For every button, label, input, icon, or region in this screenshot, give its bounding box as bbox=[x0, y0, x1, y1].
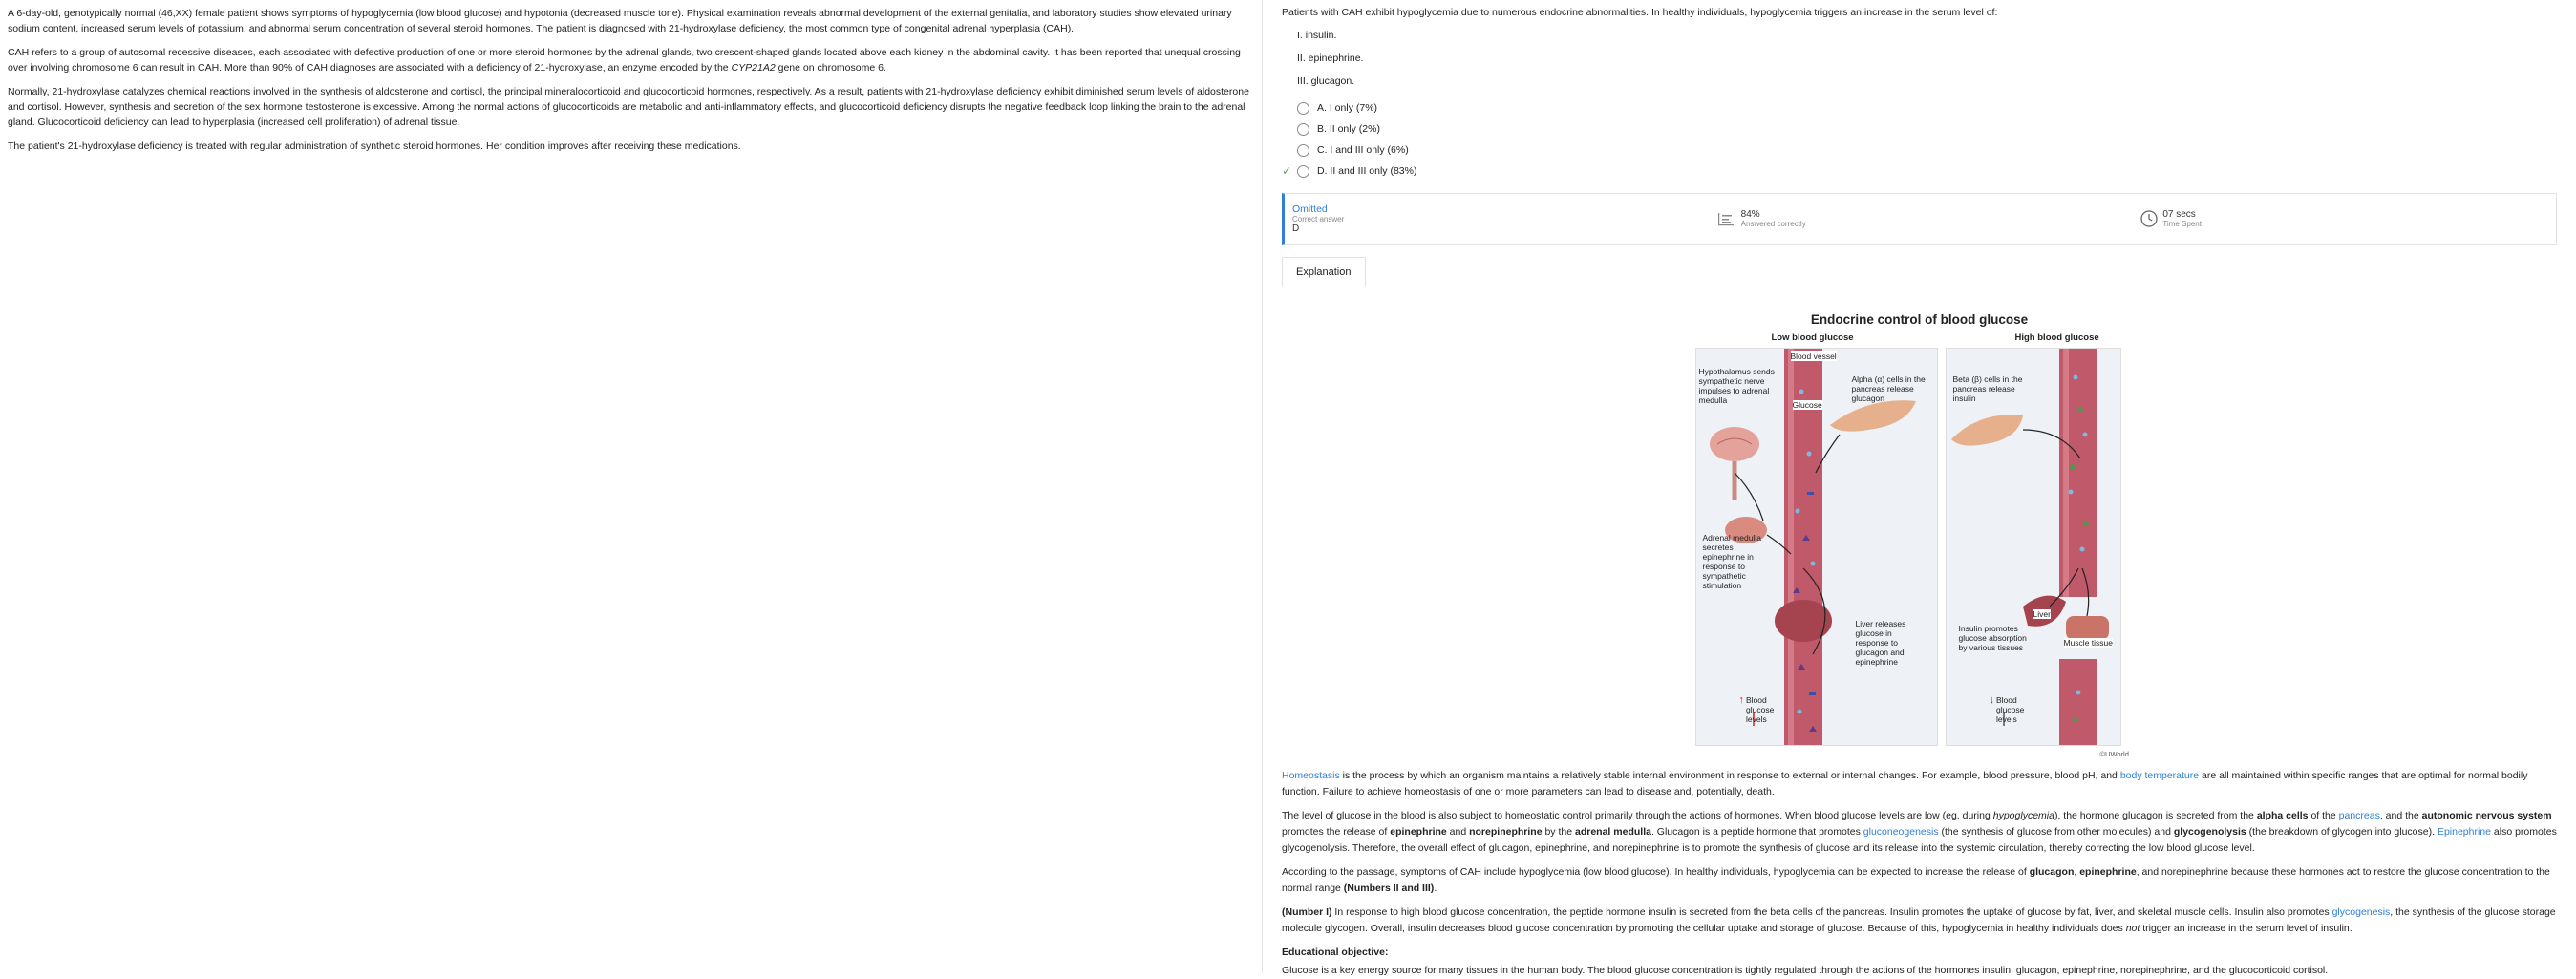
text: (Numbers II and III) bbox=[1343, 883, 1435, 894]
low-glucose-heading: Low blood glucose bbox=[1771, 332, 1854, 343]
copyright: ©UWorld bbox=[2099, 750, 2129, 758]
explanation-paragraph-3 bbox=[1282, 864, 2557, 897]
figure-title: Endocrine control of blood glucose bbox=[1810, 312, 2029, 327]
alpha-cells-caption: Alpha (α) cells in the pancreas release glucagon bbox=[1851, 374, 1926, 403]
answer-choices bbox=[1282, 97, 2557, 181]
passage-text: CAH refers to a group of autosomal recessive diseases, each associated with defective production of one or more steroid hormones by the adrenal glands, two crescent-shaped glands located above each kidney in the abdominal cavity. It has been reported that unequal crossing over involving chromosome 6 can result in CAH. More than 90% of CAH diagnoses are associated with a deficiency of 21-hydroxylase, an enzyme encoded by the bbox=[8, 47, 1241, 74]
text: norepinephrine bbox=[1469, 826, 1543, 838]
explanation-paragraph-1 bbox=[1282, 768, 2557, 800]
adrenal-medulla-caption: Adrenal medulla secretes epinephrine in response to sympathetic stimulation bbox=[1702, 533, 1761, 590]
blood-vessel-label: Blood vessel bbox=[1790, 351, 1837, 361]
choice-letter: C. bbox=[1317, 144, 1328, 156]
choice-text: II and III only bbox=[1330, 165, 1388, 177]
gene-name: CYP21A2 bbox=[731, 62, 776, 74]
passage-paragraph-4: The patient's 21-hydroxylase deficiency is treated with regular administration of synthetic steroid hormones. Her condition improves after receiving these medications. bbox=[8, 140, 741, 152]
passage-text: gene on chromosome 6. bbox=[775, 62, 886, 74]
high-blood-glucose-caption bbox=[1990, 695, 2035, 724]
clock-icon bbox=[2140, 209, 2159, 228]
text: not bbox=[2125, 923, 2140, 934]
passage-paragraph-2 bbox=[8, 45, 1254, 75]
percent-stat bbox=[1709, 209, 2133, 228]
bar-chart-icon bbox=[1716, 210, 1735, 227]
text: According to the passage, symptoms of CAH include hypoglycemia (low blood glucose). In healthy individuals, hypoglycemia can be expected to increase the release of bbox=[1282, 866, 2030, 878]
roman-item-2: II. epinephrine. bbox=[1297, 53, 1364, 64]
text: epinephrine bbox=[2079, 866, 2137, 878]
insulin-promotes-caption: Insulin promotes glucose absorption by various tissues bbox=[1958, 624, 2027, 652]
choice-letter: D. bbox=[1317, 165, 1328, 177]
radio-button[interactable] bbox=[1297, 102, 1309, 115]
text: glycogenolysis bbox=[2173, 826, 2246, 838]
text: also promotes glycogenolysis. Therefore, the overall effect of glucagon, epinephrine, and norepinephrine is to promote the synthesis of glucose and its release into the systemic circulation, thereby correcting the low blood glucose level. bbox=[1282, 826, 2557, 854]
explanation-text bbox=[1282, 768, 2557, 979]
glycogenesis-link[interactable]: glycogenesis bbox=[2331, 906, 2391, 918]
homeostasis-link[interactable]: Homeostasis bbox=[1282, 770, 1340, 781]
passage-paragraph-3: Normally, 21-hydroxylase catalyzes chemical reactions involved in the synthesis of aldosterone and cortisol, the principal mineralocorticoid and glucocorticoid hormones, respectively. As a result, patients with 21-hydroxylase deficiency exhibit diminished serum levels of aldosterone and cortisol. However, synthesis and secretion of the sex hormone testosterone is excessive. Among the normal actions of glucocorticoids are metabolic and anti-inflammatory effects, and glucocorticoid deficiency disrupts the negative feedback loop linking the brain to the adrenal gland. Glucocorticoid deficiency can lead to hyperplasia (increased cell proliferation) of adrenal tissue. bbox=[8, 86, 1249, 128]
question-stem: Patients with CAH exhibit hypoglycemia due to numerous endocrine abnormalities. In healthy individuals, hypoglycemia triggers an increase in the serum level of: bbox=[1282, 7, 1998, 18]
choice-percent: (7%) bbox=[1355, 102, 1378, 114]
text: ), the hormone glucagon is secreted from the bbox=[2054, 810, 2257, 821]
correct-answer-value: D bbox=[1292, 223, 1300, 234]
choice-text: I and III only bbox=[1330, 144, 1385, 156]
gluconeogenesis-link[interactable]: gluconeogenesis bbox=[1863, 826, 1939, 838]
text: glucagon bbox=[2029, 866, 2075, 878]
explanation-paragraph-2 bbox=[1282, 808, 2557, 857]
pancreas-link[interactable]: pancreas bbox=[2338, 810, 2380, 821]
radio-button[interactable] bbox=[1297, 123, 1309, 136]
choice-d[interactable] bbox=[1282, 160, 2557, 181]
text: adrenal medulla bbox=[1575, 826, 1651, 838]
text: epinephrine bbox=[1390, 826, 1447, 838]
choice-text: I only bbox=[1329, 102, 1353, 114]
text: , and norepinephrine because these hormones act to restore the glucose concentration to the normal range bbox=[1282, 866, 2550, 894]
choice-percent: (83%) bbox=[1390, 165, 1417, 177]
text: (the breakdown of glycogen into glucose). bbox=[2246, 826, 2438, 838]
passage-paragraph-1: A 6-day-old, genotypically normal (46,XX) female patient shows symptoms of hypoglycemia (low blood glucose) and hypotonia (decreased muscle tone). Physical examination reveals abnormal development of the external genitalia, and laboratory studies show elevated urinary sodium content, increased serum levels of potassium, and abnormal serum concentration of several steroid hormones. The patient is diagnosed with 21-hydroxylase deficiency, the most common type of congenital adrenal hyperplasia (CAH). bbox=[8, 8, 1232, 34]
checkmark-icon: ✓ bbox=[1282, 164, 1292, 178]
educational-objective-heading: Educational objective: bbox=[1282, 947, 1389, 958]
time-label: Time Spent bbox=[2162, 220, 2202, 228]
glucose-label: Glucose bbox=[1792, 400, 1822, 410]
choice-letter: A. bbox=[1317, 102, 1327, 114]
percent-value: 84% bbox=[1740, 209, 1760, 220]
question-pane bbox=[1263, 0, 2576, 976]
text: , and the bbox=[2379, 810, 2422, 821]
hypothalamus-caption: Hypothalamus sends sympathetic nerve impulses to adrenal medulla bbox=[1698, 367, 1775, 405]
up-arrow-icon: ↑ bbox=[1738, 694, 1744, 706]
blood-glucose-text: Blood glucose levels bbox=[1996, 695, 2025, 724]
choice-a[interactable] bbox=[1282, 97, 2557, 118]
body-temperature-link[interactable]: body temperature bbox=[2119, 770, 2200, 781]
text: (the synthesis of glucose from other molecules) and bbox=[1938, 826, 2174, 838]
text: by the bbox=[1542, 826, 1575, 838]
text: trigger an increase in the serum level of insulin. bbox=[2140, 923, 2352, 934]
choice-percent: (6%) bbox=[1387, 144, 1409, 156]
text: autonomic nervous system bbox=[2421, 810, 2552, 821]
choice-percent: (2%) bbox=[1358, 123, 1380, 135]
explanation-tabs bbox=[1282, 258, 2557, 287]
tab-explanation[interactable]: Explanation bbox=[1282, 257, 1366, 287]
choice-b[interactable] bbox=[1282, 118, 2557, 139]
epinephrine-link[interactable]: Epinephrine bbox=[2437, 826, 2491, 838]
educational-objective-text: Glucose is a key energy source for many tissues in the human body. The blood glucose concentration is tightly regulated through the actions of the hormones insulin, glucagon, epinephrine, norepinephrine, and the glucocorticoid cortisol. bbox=[1282, 965, 2329, 976]
liver-releases-caption: Liver releases glucose in response to glucagon and epinephrine bbox=[1855, 619, 1906, 667]
text: , bbox=[2074, 866, 2080, 878]
text: are all maintained within specific ranges that are optimal for normal bodily function. Failure to achieve homeostasis of one or more parameters can lead to disease and, potentially, death. bbox=[1282, 770, 2528, 798]
status-stat bbox=[1285, 203, 1709, 234]
text: . bbox=[1434, 883, 1437, 894]
text: is the process by which an organism maintains a relatively stable internal environment in response to external or internal changes. For example, blood pressure, blood pH, and bbox=[1339, 770, 2120, 781]
percent-label: Answered correctly bbox=[1740, 220, 1806, 228]
text: alpha cells bbox=[2256, 810, 2309, 821]
high-glucose-heading: High blood glucose bbox=[2014, 332, 2099, 343]
radio-button[interactable] bbox=[1297, 165, 1309, 178]
passage-pane bbox=[0, 0, 1263, 973]
high-glucose-panel bbox=[1946, 348, 2121, 746]
blood-glucose-text: Blood glucose levels bbox=[1746, 695, 1775, 724]
answer-stats-bar bbox=[1282, 193, 2557, 245]
correct-answer-label: Correct answer bbox=[1292, 215, 1345, 223]
muscle-tissue-label: Muscle tissue bbox=[2063, 638, 2113, 648]
explanation-paragraph-4 bbox=[1282, 905, 2557, 937]
text: . Glucagon is a peptide hormone that promotes bbox=[1650, 826, 1863, 838]
text: and bbox=[1446, 826, 1470, 838]
beta-cells-caption: Beta (β) cells in the pancreas release insulin bbox=[1952, 374, 2023, 403]
down-arrow-icon: ↓ bbox=[1989, 694, 1994, 706]
text: , the synthesis of the glucose storage molecule glycogen. Overall, insulin decreases blood glucose concentration by promoting the cellular uptake and storage of glucose. Because of this, hypoglycemia in healthy individuals does bbox=[1282, 906, 2556, 934]
text: hypoglycemia bbox=[1992, 810, 2054, 821]
choice-text: II only bbox=[1329, 123, 1356, 135]
text: promotes the release of bbox=[1282, 826, 1391, 838]
status-label: Omitted bbox=[1292, 203, 1328, 215]
roman-item-1: I. insulin. bbox=[1297, 30, 1337, 41]
choice-c[interactable] bbox=[1282, 139, 2557, 160]
roman-item-3: III. glucagon. bbox=[1297, 75, 1355, 87]
text: (Number I) bbox=[1282, 906, 1332, 918]
text: In response to high blood glucose concentration, the peptide hormone insulin is secreted from the beta cells of the pancreas. Insulin promotes the uptake of glucose by fat, liver, and skeletal muscle cells. Insulin also promotes bbox=[1331, 906, 2332, 918]
text: The level of glucose in the blood is also subject to homeostatic control primarily through the actions of hormones. When blood glucose levels are low (eg, during bbox=[1282, 810, 1993, 821]
time-stat bbox=[2132, 209, 2556, 228]
radio-button[interactable] bbox=[1297, 144, 1309, 157]
low-blood-glucose-caption bbox=[1739, 695, 1785, 724]
glucose-diagram bbox=[1695, 332, 2144, 764]
text: of the bbox=[2308, 810, 2339, 821]
choice-letter: B. bbox=[1317, 123, 1327, 135]
liver-label: Liver bbox=[2033, 609, 2051, 619]
time-value: 07 secs bbox=[2162, 209, 2196, 220]
